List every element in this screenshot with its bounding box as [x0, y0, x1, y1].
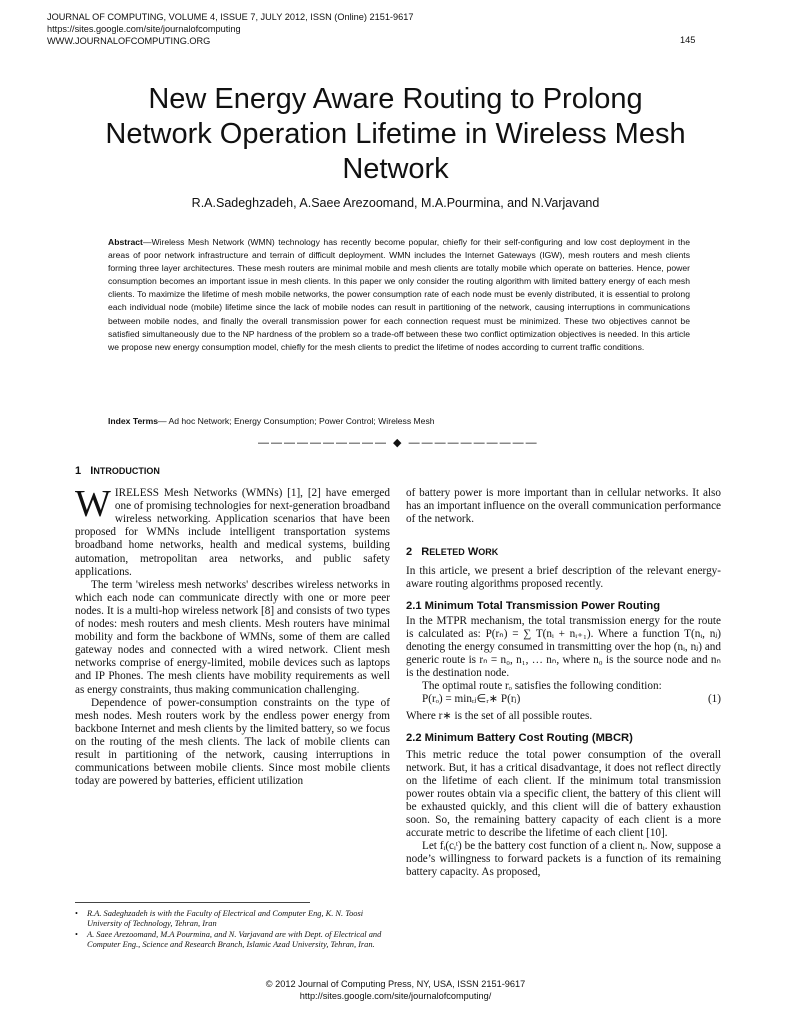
title-line-1: New Energy Aware Routing to Prolong — [148, 83, 643, 115]
journal-url[interactable]: https://sites.google.com/site/journalofcomputing — [47, 24, 241, 34]
footnotes — [75, 909, 393, 951]
copyright-line: © 2012 Journal of Computing Press, NY, USA, ISSN 2151-9617 — [265, 979, 526, 989]
paper-title — [40, 82, 751, 187]
mtpr-paragraph-2: The optimal route rₒ satisfies the following condition: — [422, 680, 662, 693]
mtpr-paragraph-3: Where r∗ is the set of all possible routes. — [406, 710, 593, 723]
intro-paragraph-2: The term 'wireless mesh networks' describes wireless networks in which each node can communicate directly with one or more peer nodes. It is a multi-hop wireless network [8] and consists of two types of nodes: mesh routers and mesh clients. Mesh routers have minimal mobility and form the backbone of WMNs, some of them are called gateway nodes and connected with a wired network. Client mesh networks comprise of energy-limited, mobile devices such as laptops and IP Phones. The mesh clients have mobility requirements as well as energy constraints, thus making communication challenging. — [75, 578, 390, 696]
abstract — [108, 236, 690, 354]
section-divider: —————————— ◆ —————————— — [258, 437, 539, 449]
intro-paragraph-1: WIRELESS Mesh Networks (WMNs) [1], [2] have emerged one of promising technologies for next-generation broadband wireless networking. Application scenarios that have been proposed for WMNs include intelligent transportation systems broadband home networks, health and medical systems, building automation, metropolitan area networks, and public safety applications. — [75, 483, 390, 578]
mtpr-paragraph-1: In the MTPR mechanism, the total transmission energy for the route is calculated as: P(rₙ) = ∑ T(nᵢ + nᵢ₊₁). Where a function T(nᵢ, nⱼ) denoting the energy consumed in transmitting over the hop (nᵢ, nⱼ) and generic route is rₙ = n₀, n₁, … nₙ, where n₀ is the source node and nₙ is the destination node. — [406, 614, 722, 680]
subsection-heading-mtpr: 2.1 Minimum Total Transmission Power Routing — [406, 599, 661, 612]
left-column — [75, 465, 390, 788]
title-line-2: Network Operation Lifetime in Wireless Mesh — [105, 118, 686, 150]
subsection-heading-mbcr: 2.2 Minimum Battery Cost Routing (MBCR) — [406, 732, 633, 745]
page-number: 145 — [680, 35, 696, 45]
footnote-rule — [75, 902, 310, 903]
footnote-bullet: • — [75, 909, 78, 918]
equation-number: (1) — [707, 693, 721, 706]
intro-paragraph-4: of battery power is more important than in cellular networks. It also has an important influence on the overall communication performance of the network. — [406, 487, 721, 526]
journal-website[interactable]: WWW.JOURNALOFCOMPUTING.ORG — [47, 36, 211, 46]
title-line-3: Network — [342, 153, 449, 185]
equation-1 — [406, 693, 721, 706]
abstract-text: —Wireless Mesh Network (WMN) technology has recently become popular, chiefly for their self-configuring and low cost deployment in the areas of poor network infrastructure and terrain of difficult deployment. WMN includes the Internet Gateways (IGW), mesh routers and mesh clients forming three layer architectures. These mesh routers are minimal mobile and mesh clients are totally mobile which operate on batteries. Hence, power consumption becomes an important issue in mesh clients. In this paper we only consider the routing algorithm with limited battery energy of each mesh clients. To maximize the lifetime of mesh mobile networks, the power consumption rate of each node must be evenly distributed, it is essential to prolong each individual node (mobile) lifetime since the lack of mobile nodes can result in partitioning of the network, causing interruptions in communications between mobile nodes, and finally the overall transmission power for each connection request must be minimized. These two objectives cannot be satisfied simultaneously due to the NP hardness of the problem so a trade-off between these two conflict optimization objectives is needed. In this article we propose new energy consumption model, chiefly for the mesh clients to predict the lifetime of nodes according to current traffic conditions. — [108, 237, 690, 352]
footnote-1: • R.A. Sadeghzadeh is with the Faculty of Electrical and Computer Eng, K. N. Toosi University of Technology, Tehran, Iran — [75, 909, 364, 929]
index-terms — [108, 416, 690, 426]
right-column — [406, 487, 721, 879]
page-footer — [0, 978, 791, 1002]
journal-name: JOURNAL OF COMPUTING, VOLUME 4, ISSUE 7, JULY 2012, ISSN (Online) 2151-9617 — [47, 12, 414, 22]
inline-equation: P(rₙ) = ∑ T(nᵢ + nᵢ₊₁) — [485, 627, 591, 640]
section-heading-related-work: 2 RELETED WORK — [406, 546, 499, 559]
related-work-paragraph: In this article, we present a brief description of the relevant energy-aware routing algorithms proposed recently. — [406, 565, 721, 591]
footer-url[interactable]: http://sites.google.com/site/journalofcomputing/ — [299, 991, 492, 1001]
section-heading-introduction: 1 INTRODUCTION — [75, 465, 160, 477]
running-header — [47, 11, 413, 47]
intro-paragraph-3: Dependence of power-consumption constraints on the type of mesh nodes. Mesh routers work by the endless power energy from backbone Internet and mesh clients by the limited battery, so we focus on the routing of the mesh clients. The lack of mobile clients can result in partitioning of the network, causing interruptions in communications between mobile clients. Since most mobile clients today are powered by batteries, efficient utilization — [75, 696, 390, 788]
footnote-2: • A. Saee Arezoomand, M.A Pourmina, and N. Varjavand are with Dept. of Electrical and Computer Eng., Science and Research Branch, Islamic Azad University, Tehran, Iran. — [75, 929, 382, 950]
index-terms-text: — Ad hoc Network; Energy Consumption; Power Control; Wireless Mesh — [158, 416, 435, 426]
abstract-label: Abstract — [108, 237, 143, 247]
drop-cap: W — [75, 483, 111, 526]
index-terms-label: Index Terms — [108, 416, 158, 426]
author-list: R.A.Sadeghzadeh, A.Saee Arezoomand, M.A.Pourmina, and N.Varjavand — [191, 196, 600, 210]
mbcr-paragraph-1: This metric reduce the total power consumption of the overall network. But, it has a critical disadvantage, it does not reflect directly on the lifetime of each client. If the minimum total transmission power routes obtain via a specific client, the battery of this client will be exhausted quickly, and this client will die of battery exhaustion soon. So, the remaining battery capacity of each client is a more accurate metric to describe the lifetime of each client [10]. — [406, 748, 721, 840]
equation-body: P(rₒ) = minᵣⱼ∈ᵣ∗ P(rⱼ) — [422, 693, 521, 706]
footnote-bullet: • — [75, 929, 78, 939]
mbcr-paragraph-2: Let fᵢ(cᵢᵗ) be the battery cost function of a client nᵢ. Now, suppose a node’s willingness to forward packets is a function of its remaining battery capacity. As proposed, — [406, 840, 721, 879]
